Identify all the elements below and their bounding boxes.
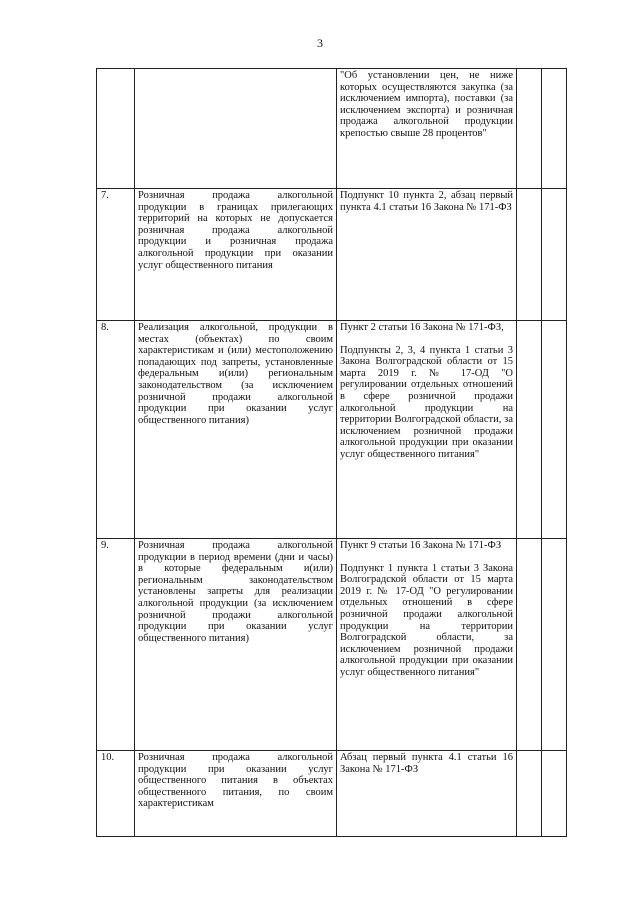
violation-text: Реализация алкогольной, продукции в местах (объектах) по своим характеристикам и (или) местоположению попадающих под запреты, установленные федеральным и(или) региональным законодательством (за исключением розничной продажи алкогольной продукции при оказании услуг общественного питания) xyxy=(138,322,333,426)
legal-basis xyxy=(337,69,517,189)
legal-basis xyxy=(337,321,517,539)
row-number: 8. xyxy=(97,321,135,539)
table-row xyxy=(97,539,567,751)
answer-cell-a xyxy=(517,751,542,837)
violation-description xyxy=(135,69,337,189)
legal-basis-text: Подпункт 10 пункта 2, абзац первый пункта 4.1 статьи 16 Закона № 171-ФЗ xyxy=(340,190,513,213)
page-number: 3 xyxy=(317,36,323,50)
answer-cell-a xyxy=(517,189,542,321)
violation-description xyxy=(135,751,337,837)
violation-description xyxy=(135,189,337,321)
row-number: 10. xyxy=(97,751,135,837)
legal-basis-text: Подпункты 2, 3, 4 пункта 1 статьи 3 Закона Волгоградской области от 15 марта 2019 г. № 17-ОД "О регулировании отдельных отношений в сфере розничной продажи алкогольной продукции на территории Волгоградской области, за исключением розничной продажи алкогольной продукции при оказании услуг общественного питания" xyxy=(340,344,513,460)
table-row xyxy=(97,751,567,837)
violation-text: Розничная продажа алкогольной продукции в границах прилегающих территорий на которых не допускается розничная продажа алкогольной продукции и розничная продажа алкогольной продукции при оказании услуг общественного питания xyxy=(138,190,333,271)
table-row xyxy=(97,69,567,189)
requirements-table xyxy=(96,68,567,837)
violation-description xyxy=(135,539,337,751)
legal-basis xyxy=(337,189,517,321)
violation-text: Розничная продажа алкогольной продукции в период времени (дни и часы) в которые федеральным и(или) региональным законодательством установлены запреты для реализации алкогольной продукции (за исключением розничной продажи алкогольной продукции при оказании услуг общественного питания) xyxy=(138,540,333,644)
answer-cell-b xyxy=(542,539,567,751)
answer-cell-a xyxy=(517,321,542,539)
legal-basis-text: Подпункт 1 пункта 1 статьи 3 Закона Волгоградской области от 15 марта 2019 г. № 17-ОД "О регулировании отдельных отношений в сфере розничной продажи алкогольной продукции на территории Волгоградской области, за исключением розничной продажи алкогольной продукции при оказании услуг общественного питания" xyxy=(340,562,513,678)
legal-basis xyxy=(337,539,517,751)
answer-cell-b xyxy=(542,321,567,539)
legal-basis-text: Абзац первый пункта 4.1 статьи 16 Закона № 171-ФЗ xyxy=(340,752,513,775)
legal-basis xyxy=(337,751,517,837)
answer-cell-b xyxy=(542,751,567,837)
answer-cell-a xyxy=(517,539,542,751)
row-number: 7. xyxy=(97,189,135,321)
legal-basis-text: Пункт 9 статьи 16 Закона № 171-ФЗ xyxy=(340,540,502,551)
answer-cell-a xyxy=(517,69,542,189)
answer-cell-b xyxy=(542,69,567,189)
table-row xyxy=(97,189,567,321)
violation-text: Розничная продажа алкогольной продукции при оказании услуг общественного питания в объектах общественного питания, по своим характеристикам xyxy=(138,752,333,810)
row-number: 9. xyxy=(97,539,135,751)
violation-description xyxy=(135,321,337,539)
table-row xyxy=(97,321,567,539)
row-number xyxy=(97,69,135,189)
answer-cell-b xyxy=(542,189,567,321)
legal-basis-text: "Об установлении цен, не ниже которых осуществляются закупка (за исключением импорта), поставки (за исключением экспорта) и розничная продажа алкогольной продукции крепостью свыше 28 процентов" xyxy=(340,70,513,139)
legal-basis-text: Пункт 2 статьи 16 Закона № 171-ФЗ, xyxy=(340,322,504,333)
